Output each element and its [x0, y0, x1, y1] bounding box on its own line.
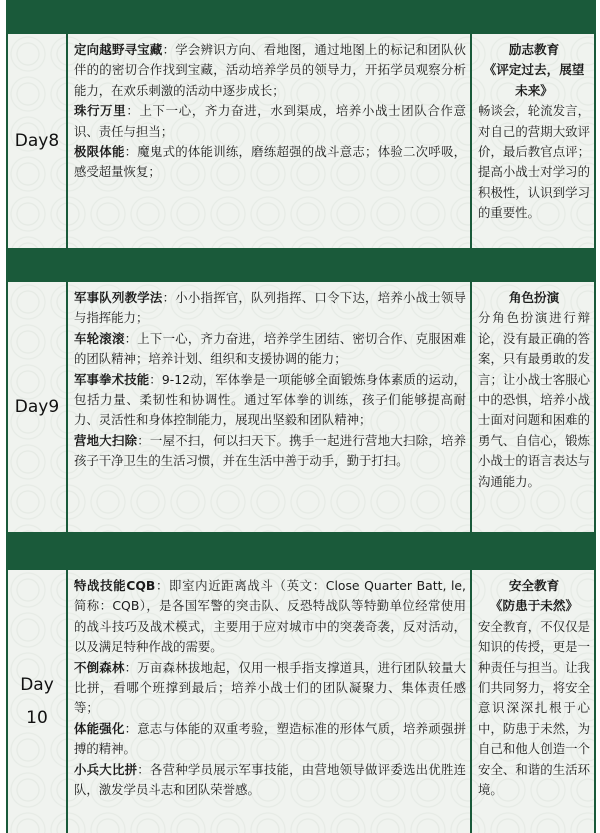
- evening-text: 畅谈会，轮流发言，对自己的营期大致评价，最后教官点评；提高小战士对学习的积极性，认识到学习的重要性。: [478, 103, 590, 221]
- activity-item: 军事拳术技能：9-12动，军体拳是一项能够全面锻炼身体素质的运动，包括力量、柔韧性和协调性。通过军体拳的训练，孩子们能够提高耐力、灵活性和身体控制能力，展现出坚毅和团队精神；: [74, 371, 467, 428]
- day8-row: [6, 34, 596, 248]
- evening-title: 安全教育: [508, 578, 560, 593]
- divider: [470, 282, 472, 532]
- day9-row: [6, 282, 596, 532]
- day10-activities: [74, 576, 466, 800]
- day9-activities: [74, 288, 466, 472]
- activity-item: 营地大扫除：一屋不扫，何以扫天下。携手一起进行营地大扫除，培养孩子干净卫生的生活习惯，并在生活中善于动手，勤于打扫。: [74, 432, 467, 469]
- evening-subtitle: 《防患于未然》: [489, 598, 579, 614]
- activity-item: 极限体能：魔鬼式的体能训练，磨练超强的战斗意志；体验二次呼吸，感受超量恢复；: [74, 144, 467, 180]
- day8-label: Day8: [14, 130, 60, 151]
- activity-item: 体能强化：意志与体能的双重考验，塑造标准的形体气质，培养顽强拼搏的精神。: [74, 720, 467, 757]
- day9-label: Day9: [14, 396, 60, 417]
- day8-evening: [478, 40, 590, 224]
- activity-item: 车轮滚滚：上下一心，齐力奋进，培养学生团结、密切合作、克服困难的团队精神；培养计划、组织和支援协调的能力；: [74, 330, 467, 367]
- divider: [470, 34, 472, 248]
- day8-activities: [74, 40, 466, 183]
- evening-title: 角色扮演: [508, 290, 560, 305]
- evening-subtitle: 《评定过去，展望未来》: [483, 62, 585, 98]
- activity-item: 不倒森林：万亩森林拔地起，仅用一根手指支撑道具，进行团队较量大比拼，看哪个班撑到最后；培养小战士们的团队凝聚力、集体责任感等；: [74, 659, 467, 716]
- activity-item: 定向越野寻宝藏：学会辨识方向、看地图，通过地图上的标记和团队伙伴的的密切合作找到宝藏，活动培养学员的领导力，开拓学员观察分析能力，在欢乐刺激的活动中逐步成长；: [74, 42, 467, 98]
- divider: [66, 34, 68, 248]
- header-band: [6, 0, 596, 34]
- separator-band: [6, 248, 596, 282]
- evening-text: 分角色扮演进行辩论，没有最正确的答案，只有最勇敢的发言；让小战士客服心中的恐惧，培养小战士面对问题和困难的勇气、自信心，锻炼小战士的语言表达与沟通能力。: [478, 310, 590, 489]
- day10-evening: [478, 576, 590, 800]
- separator-band: [6, 532, 596, 570]
- day9-evening: [478, 288, 590, 492]
- activity-item: 特战技能CQB：即室内近距离战斗（英文：Close Quarter Batt, le, 简称：CQB），是各国军警的突击队、反恐特战队等特勤单位经常使用的战斗技巧及战术模式，主要用于应对城市中的突袭奇袭，反对活动，以及满足特种作战的需要。: [74, 578, 466, 655]
- divider: [66, 570, 68, 833]
- divider: [66, 282, 68, 532]
- day10-label: Day 10: [20, 675, 54, 728]
- evening-title: 励志教育: [508, 42, 560, 57]
- day10-row: [6, 570, 596, 833]
- activity-item: 珠行万里：上下一心，齐力奋进，水到渠成，培养小战士团队合作意识、责任与担当；: [74, 103, 467, 139]
- divider: [470, 570, 472, 833]
- evening-text: 安全教育，不仅仅是知识的传授，更是一种责任与担当。让我们共同努力，将安全意识深深扎根于心中，防患于未然，为自己和他人创造一个安全、和谐的生活环境。: [478, 618, 590, 798]
- activity-item: 小兵大比拼：各营种学员展示军事技能，由营地领导做评委选出优胜连队，激发学员斗志和团队荣誉感。: [74, 761, 467, 798]
- activity-item: 军事队列教学法：小小指挥官，队列指挥、口令下达，培养小战士领导与指挥能力；: [74, 290, 467, 326]
